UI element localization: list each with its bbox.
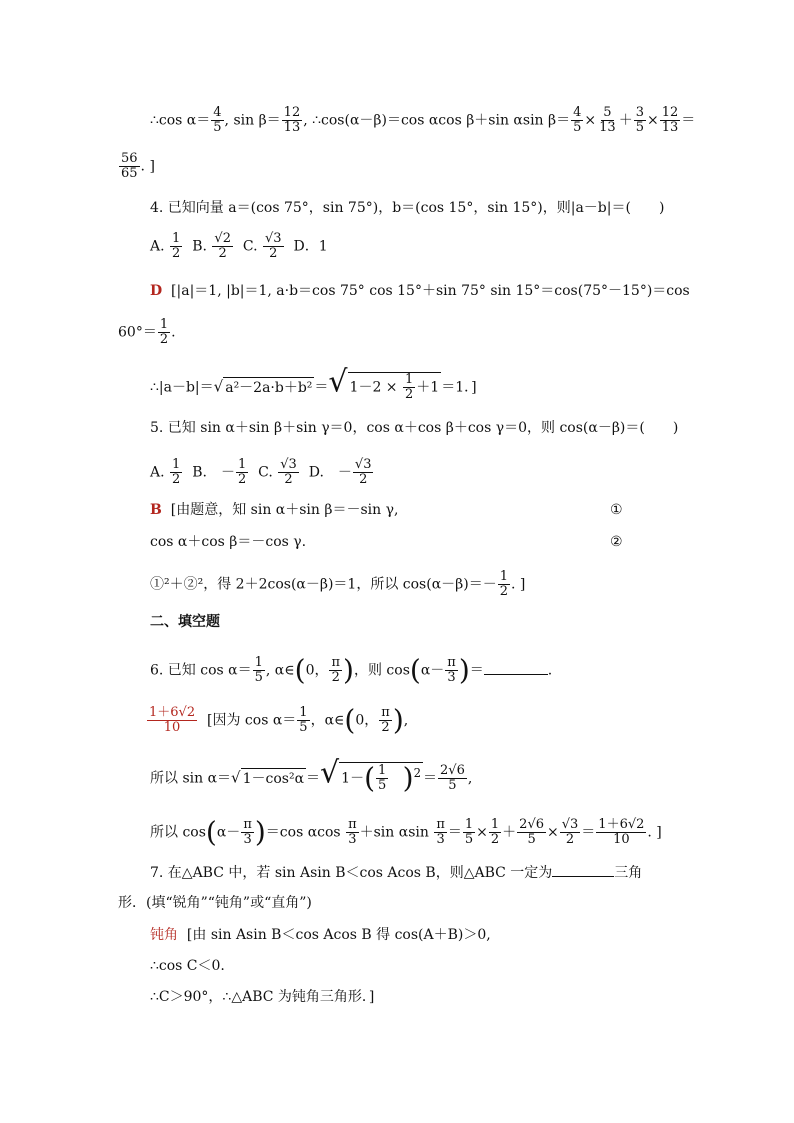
- fraction: [329, 656, 342, 685]
- text: 三角: [614, 865, 643, 881]
- denominator: 5: [448, 778, 457, 794]
- denominator: 5: [527, 832, 536, 847]
- option-d-fraction: [353, 458, 374, 487]
- text: 60°＝: [118, 324, 157, 341]
- denominator: 3: [436, 832, 445, 847]
- option-a-fraction: [170, 458, 182, 487]
- denominator: 2: [499, 584, 508, 599]
- sqrt-icon: √: [231, 768, 241, 787]
- denominator: 2: [237, 472, 247, 487]
- option-c-label: C.: [258, 464, 273, 481]
- fraction: [403, 373, 415, 402]
- left-paren: (: [409, 653, 421, 687]
- left-paren: (: [205, 815, 217, 849]
- times: ×: [646, 112, 659, 129]
- text: 所以 sin α＝: [150, 770, 232, 787]
- text: [由 sin Asin B＜cos Acos B 得 cos(A＋B)＞0,: [186, 927, 491, 943]
- q6-solution-line3: [150, 815, 662, 849]
- option-b-label: B. －: [192, 464, 235, 481]
- text: ，α∈: [310, 712, 345, 729]
- q5-stem: 5. 已知 sin α＋sin β＋sin γ＝0，cos α＋cos β＋cos γ＝0，则 cos(α－β)＝( ): [150, 420, 679, 436]
- option-d-label: D. －: [308, 464, 352, 481]
- numerator: √3: [265, 231, 282, 246]
- equation-mark-1: ①: [610, 502, 623, 518]
- numerator: 1: [172, 231, 181, 246]
- text: [由题意，知 sin α＋sin β＝－sin γ,: [170, 502, 399, 518]
- text: ＝: [423, 770, 438, 787]
- answer-fraction: [147, 706, 197, 735]
- option-a-fraction: [170, 232, 182, 261]
- left-paren: (: [294, 653, 306, 687]
- numerator: 1: [237, 457, 247, 472]
- option-b-fraction: [236, 458, 248, 487]
- denominator: 2: [405, 387, 414, 402]
- numerator: 1: [299, 705, 308, 720]
- option-a-label: A.: [150, 238, 165, 255]
- q5-options: [150, 458, 374, 487]
- denominator: 2: [269, 246, 278, 261]
- times: ×: [584, 112, 597, 129]
- text: 1－: [341, 770, 365, 787]
- answer-blank: [484, 660, 548, 675]
- q4-stem: 4. 已知向量 a＝(cos 75°，sin 75°)，b＝(cos 15°，sin 15°)，则|a－b|＝( ): [150, 200, 665, 216]
- numerator: 1＋6√2: [149, 705, 196, 720]
- text: . ]: [140, 158, 155, 175]
- text: 7. 在△ABC 中，若 sin Asin B＜cos Acos B，则△ABC 一定为: [150, 865, 553, 881]
- q4-solution-line3: [150, 364, 477, 402]
- radicand: a²－2a·b＋b²: [223, 377, 314, 398]
- denominator: 65: [121, 166, 138, 181]
- right-paren: ): [458, 653, 470, 687]
- text: , sin β＝: [224, 112, 281, 129]
- radicand: [339, 762, 423, 793]
- right-paren: ): [254, 815, 266, 849]
- q3-solution-line1: [150, 106, 695, 135]
- exponent: 2: [413, 766, 422, 780]
- text: [因为 cos α＝: [207, 712, 297, 729]
- fraction: [660, 106, 681, 135]
- radicand: 1－cos²α: [241, 768, 306, 789]
- text: ＝cos αcos: [265, 824, 341, 841]
- text: 0，: [355, 712, 379, 729]
- numerator: 12: [661, 105, 679, 120]
- denominator: 13: [599, 120, 616, 135]
- fraction: [463, 818, 475, 847]
- numerator: 1＋6√2: [598, 817, 645, 832]
- text: 所以 cos: [150, 824, 206, 841]
- numerator: √3: [354, 457, 372, 472]
- denominator: 5: [464, 832, 474, 847]
- numerator: π: [331, 655, 341, 670]
- text: ＝1．]: [441, 379, 477, 396]
- denominator: 2: [381, 720, 390, 735]
- section-heading: 二、填空题: [150, 614, 220, 630]
- q6-stem: [150, 653, 553, 687]
- denominator: 3: [447, 670, 456, 685]
- q7-stem-line1: [150, 862, 642, 883]
- fraction: [634, 106, 646, 135]
- numerator: π: [436, 817, 445, 832]
- text: ①²＋②²，得 2＋2cos(α－β)＝1，所以 cos(α－β)＝－: [150, 576, 497, 593]
- denominator: 5: [299, 720, 308, 735]
- fraction: [571, 106, 583, 135]
- q7-solution-line1: [150, 925, 491, 945]
- q4-solution-line1: [150, 281, 690, 301]
- denominator: 3: [243, 832, 252, 847]
- option-c-label: C.: [242, 238, 258, 255]
- numerator: π: [243, 817, 252, 832]
- denominator: 2: [490, 832, 500, 847]
- q5-solution-line2: cos α＋cos β＝－cos γ.: [150, 534, 307, 550]
- numerator: 4: [213, 105, 222, 120]
- text: 0，: [305, 662, 329, 679]
- text: ＋sin αsin: [359, 824, 429, 841]
- q6-solution-line1: [146, 703, 409, 737]
- numerator: 12: [283, 105, 301, 120]
- denominator: 5: [378, 778, 387, 794]
- fraction: [445, 656, 458, 685]
- denominator: 2: [359, 472, 368, 487]
- fraction: [597, 106, 618, 135]
- numerator: 56: [121, 151, 138, 166]
- equals: ＝: [581, 824, 596, 841]
- denominator: 2: [218, 246, 227, 261]
- denominator: 2: [172, 246, 181, 261]
- numerator: 2√6: [440, 763, 465, 779]
- option-b-fraction: [212, 232, 233, 261]
- text: ＝: [447, 824, 462, 841]
- denominator: 3: [348, 832, 357, 847]
- option-a-label: A.: [150, 464, 165, 481]
- text: ∴cos α＝: [150, 112, 211, 129]
- sqrt-icon: √: [320, 755, 340, 791]
- denominator: 10: [613, 832, 630, 847]
- numerator: 1: [378, 763, 387, 779]
- equation-mark-2: ②: [610, 534, 623, 550]
- text: ∴|a－b|＝: [150, 379, 214, 396]
- text: ，则 cos: [353, 662, 410, 679]
- text: ,: [403, 712, 409, 729]
- denominator: 2: [159, 332, 169, 347]
- fraction: [517, 818, 546, 847]
- text: α－: [420, 662, 445, 679]
- text: ＋1: [416, 379, 440, 396]
- fraction: [346, 818, 359, 847]
- numerator: 1: [464, 817, 474, 832]
- fraction: [596, 818, 646, 847]
- text: . ]: [647, 824, 662, 841]
- fraction: [376, 764, 388, 793]
- fraction: [498, 570, 510, 599]
- answer-blank: [552, 862, 614, 877]
- numerator: π: [381, 705, 390, 720]
- plus: ＋: [502, 824, 517, 841]
- text: , α∈: [265, 662, 295, 679]
- text: 6. 已知 cos α＝: [150, 662, 252, 679]
- fraction: [560, 818, 581, 847]
- numerator: 1: [405, 372, 414, 387]
- option-c-fraction: [278, 458, 299, 487]
- left-paren: (: [344, 703, 356, 737]
- fraction: [158, 318, 170, 347]
- fraction: [241, 818, 254, 847]
- numerator: π: [348, 817, 357, 832]
- text: ＝: [314, 379, 329, 396]
- numerator: √3: [561, 817, 579, 832]
- numerator: 1: [499, 569, 508, 584]
- text: .: [171, 324, 176, 341]
- denominator: 5: [573, 120, 582, 135]
- option-d: D．1: [293, 238, 328, 255]
- text: . ]: [510, 576, 526, 593]
- right-paren: ): [402, 761, 414, 795]
- fraction: [379, 706, 392, 735]
- sqrt-icon: √: [328, 364, 348, 400]
- numerator: 1: [490, 817, 500, 832]
- text: ＝: [469, 662, 484, 679]
- fraction: [119, 152, 140, 181]
- denominator: 5: [213, 120, 222, 135]
- right-paren: ): [343, 653, 354, 687]
- equals: ＝: [681, 112, 696, 129]
- denominator: 2: [172, 472, 181, 487]
- numerator: 3: [635, 105, 644, 120]
- denominator: 2: [565, 832, 575, 847]
- q7-solution-line3: ∴C＞90°，∴△ABC 为钝角三角形．]: [150, 989, 375, 1005]
- denominator: 13: [283, 120, 301, 135]
- denominator: 2: [284, 472, 293, 487]
- text: [|a|＝1, |b|＝1, a·b＝cos 75° cos 15°＋sin 75° sin 15°＝cos(75°－15°)＝cos: [171, 283, 690, 299]
- numerator: 5: [603, 105, 612, 120]
- q5-solution-line1: [150, 500, 398, 520]
- numerator: 4: [573, 105, 582, 120]
- denominator: 5: [635, 120, 644, 135]
- left-paren: (: [364, 761, 376, 795]
- text: ＝: [306, 770, 321, 787]
- q7-solution-line2: ∴cos C＜0.: [150, 958, 225, 974]
- times: ×: [547, 824, 559, 841]
- numerator: 1: [254, 655, 263, 670]
- numerator: √2: [214, 231, 231, 246]
- numerator: 2√6: [519, 817, 544, 832]
- fraction: [297, 706, 309, 735]
- q6-solution-line2: [150, 755, 473, 795]
- radicand: [348, 372, 442, 402]
- fraction: [253, 656, 265, 685]
- right-paren: ): [392, 703, 404, 737]
- sqrt-icon: √: [213, 377, 224, 396]
- denominator: 13: [661, 120, 679, 135]
- option-b-label: B.: [192, 238, 207, 255]
- fraction: [211, 106, 223, 135]
- numerator: 1: [172, 457, 181, 472]
- fraction: [489, 818, 501, 847]
- numerator: π: [447, 655, 456, 670]
- text: 1－2 ×: [349, 379, 398, 396]
- text: α－: [216, 824, 241, 841]
- answer-letter: D: [150, 283, 163, 299]
- text: , ∴cos(α－β)＝cos αcos β＋sin αsin β＝: [303, 112, 571, 129]
- times: ×: [476, 824, 488, 841]
- denominator: 2: [331, 670, 340, 685]
- q4-options: [150, 232, 328, 261]
- denominator: 5: [254, 670, 263, 685]
- answer-text: 钝角: [150, 927, 178, 943]
- q3-solution-line2: [118, 152, 155, 181]
- fraction: [434, 818, 447, 847]
- q4-solution-line2: [118, 318, 176, 347]
- denominator: 10: [163, 720, 181, 735]
- fraction: [438, 764, 467, 793]
- q5-solution-line3: [150, 570, 525, 599]
- text: ,: [467, 770, 473, 787]
- plus: ＋: [618, 112, 633, 129]
- fraction: [282, 106, 303, 135]
- option-c-fraction: [263, 232, 284, 261]
- numerator: 1: [159, 317, 169, 332]
- numerator: √3: [280, 457, 297, 472]
- q7-stem-line2: 形．(填“锐角”“钝角”或“直角”): [118, 895, 312, 911]
- text: .: [547, 662, 553, 679]
- answer-letter: B: [150, 502, 162, 518]
